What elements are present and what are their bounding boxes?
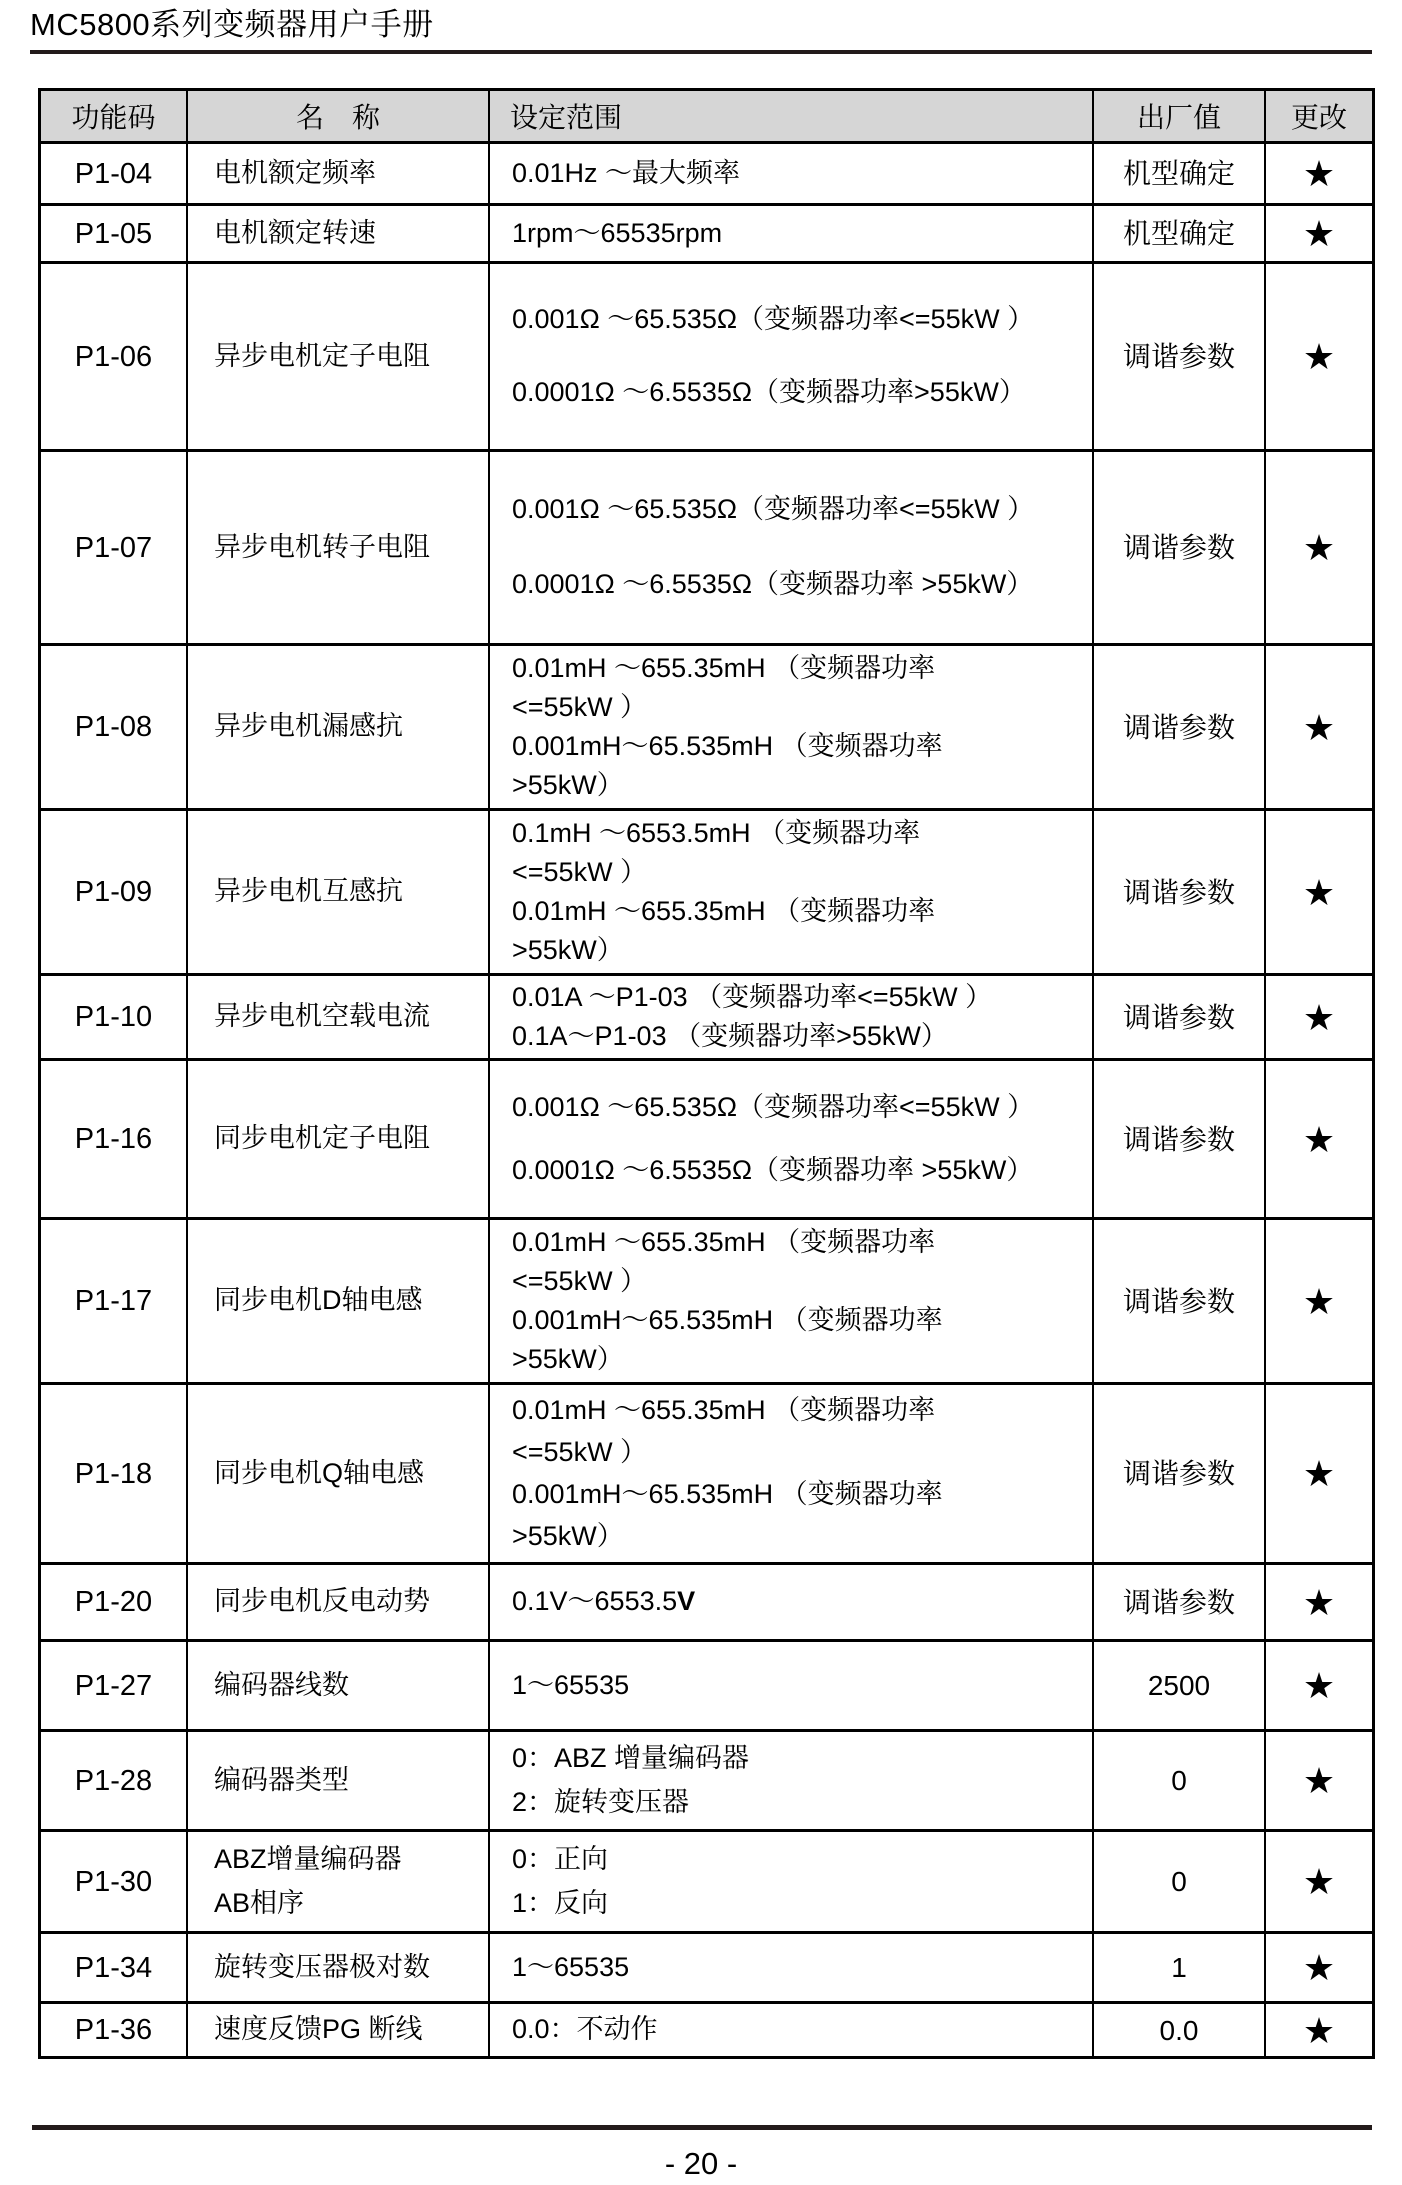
name-cell	[186, 1642, 488, 1729]
name-cell	[186, 646, 488, 808]
function-code-cell-line: P1-18	[74, 1457, 153, 1490]
setting-range-cell	[488, 1220, 1092, 1382]
name-cell-line: 异步电机漏感抗	[214, 711, 403, 742]
setting-range-cell	[488, 811, 1092, 973]
factory-default-cell-line: 调谐参数	[1122, 1123, 1235, 1155]
table-row	[41, 261, 1372, 449]
setting-range-cell-line: 0.1V～6553.5V	[512, 1586, 696, 1617]
setting-range-cell-line: 0：ABZ 增量编码器	[512, 1743, 750, 1774]
factory-default-cell	[1092, 1565, 1264, 1639]
name-cell	[186, 811, 488, 973]
table-row	[41, 1729, 1372, 1829]
parameter-table	[38, 88, 1375, 2059]
function-code-cell	[41, 976, 186, 1058]
function-code-cell	[41, 452, 186, 643]
change-star-cell	[1264, 976, 1372, 1058]
name-cell-line: 电机额定频率	[214, 157, 376, 188]
setting-range-cell	[488, 2004, 1092, 2056]
function-code-cell	[41, 646, 186, 808]
function-code-cell	[41, 264, 186, 449]
setting-range-cell-line: 1～65535	[512, 1669, 630, 1700]
name-cell-line: 同步电机反电动势	[214, 1586, 430, 1617]
change-star-cell	[1264, 206, 1372, 261]
name-cell	[186, 1385, 488, 1562]
setting-range-cell-line: <=55kW ）	[512, 1265, 648, 1296]
name-cell	[186, 1934, 488, 2001]
name-cell	[186, 1061, 488, 1217]
function-code-cell	[41, 206, 186, 261]
name-cell	[186, 1220, 488, 1382]
change-star-cell-line: ★	[1302, 1760, 1336, 1802]
column-header-change: 更改	[1264, 91, 1372, 141]
factory-default-cell	[1092, 811, 1264, 973]
factory-default-cell	[1092, 264, 1264, 449]
function-code-cell	[41, 1832, 186, 1931]
name-cell-line: 速度反馈PG 断线	[214, 2014, 423, 2045]
name-cell-line: 电机额定转速	[214, 217, 376, 248]
setting-range-cell-line: <=55kW ）	[512, 691, 648, 722]
function-code-cell-line: P1-20	[74, 1586, 153, 1619]
setting-range-cell-line: 0.001Ω ～65.535Ω（变频器功率<=55kW ）	[512, 304, 1035, 335]
function-code-cell-line: P1-10	[74, 1001, 153, 1034]
name-cell	[186, 1732, 488, 1829]
function-code-cell	[41, 1385, 186, 1562]
table-row	[41, 1562, 1372, 1639]
name-cell-line: 同步电机Q轴电感	[214, 1457, 425, 1488]
setting-range-cell	[488, 1385, 1092, 1562]
name-cell	[186, 2004, 488, 2056]
factory-default-cell	[1092, 452, 1264, 643]
function-code-cell-line: P1-17	[74, 1285, 153, 1318]
change-star-cell-line: ★	[1302, 213, 1336, 255]
column-header-name: 名 称	[186, 91, 488, 141]
setting-range-cell	[488, 264, 1092, 449]
function-code-cell-line: P1-05	[74, 217, 153, 250]
change-star-cell-line: ★	[1302, 1453, 1336, 1495]
name-cell	[186, 452, 488, 643]
function-code-cell	[41, 1061, 186, 1217]
factory-default-cell-line: 调谐参数	[1122, 876, 1235, 908]
function-code-cell-line: P1-08	[74, 711, 153, 744]
change-star-cell	[1264, 1934, 1372, 2001]
setting-range-cell-line: 0.1A～P1-03 （变频器功率>55kW）	[512, 1020, 948, 1051]
change-star-cell-line: ★	[1302, 336, 1336, 378]
change-star-cell	[1264, 1732, 1372, 1829]
factory-default-cell	[1092, 1642, 1264, 1729]
name-cell-line: 同步电机定子电阻	[214, 1123, 430, 1154]
change-star-cell-line: ★	[1302, 706, 1336, 748]
table-row	[41, 449, 1372, 643]
factory-default-cell	[1092, 206, 1264, 261]
name-cell-line: 异步电机定子电阻	[214, 340, 430, 371]
table-row	[41, 141, 1372, 203]
change-star-cell	[1264, 646, 1372, 808]
table-row	[41, 1829, 1372, 1931]
factory-default-cell	[1092, 2004, 1264, 2056]
change-star-cell	[1264, 811, 1372, 973]
function-code-cell-line: P1-16	[74, 1123, 153, 1156]
factory-default-cell-line: 0	[1171, 1765, 1187, 1797]
factory-default-cell-line: 机型确定	[1122, 218, 1235, 250]
table-row	[41, 808, 1372, 973]
factory-default-cell	[1092, 646, 1264, 808]
setting-range-cell-line: 0.01mH ～655.35mH （变频器功率	[512, 1226, 936, 1257]
setting-range-cell-line: >55kW）	[512, 1521, 624, 1551]
change-star-cell	[1264, 1832, 1372, 1931]
setting-range-cell-line: 1～65535	[512, 1951, 630, 1982]
table-row	[41, 643, 1372, 808]
name-cell	[186, 264, 488, 449]
change-star-cell-line: ★	[1302, 527, 1336, 569]
setting-range-cell-line: <=55kW ）	[512, 1436, 648, 1467]
factory-default-cell-line: 0.0	[1159, 2014, 1199, 2046]
setting-range-cell-line: 0.01Hz ～最大频率	[512, 157, 741, 188]
change-star-cell	[1264, 264, 1372, 449]
change-star-cell-line: ★	[1302, 2009, 1336, 2051]
change-star-cell	[1264, 1220, 1372, 1382]
function-code-cell	[41, 1220, 186, 1382]
function-code-cell	[41, 2004, 186, 2056]
function-code-cell-line: P1-07	[74, 531, 153, 564]
function-code-cell-line: P1-30	[74, 1865, 153, 1898]
name-cell	[186, 976, 488, 1058]
change-star-cell	[1264, 2004, 1372, 2056]
setting-range-cell-line: 0.01mH ～655.35mH （变频器功率	[512, 1394, 936, 1425]
factory-default-cell	[1092, 1732, 1264, 1829]
setting-range-cell-line: >55kW）	[512, 935, 624, 965]
change-star-cell-line: ★	[1302, 1861, 1336, 1903]
setting-range-cell-line: 0.0001Ω ～6.5535Ω（变频器功率 >55kW）	[512, 1154, 1034, 1185]
factory-default-cell-line: 机型确定	[1122, 158, 1235, 190]
function-code-cell-line: P1-06	[74, 340, 153, 373]
factory-default-cell	[1092, 1934, 1264, 2001]
setting-range-cell	[488, 144, 1092, 203]
factory-default-cell-line: 调谐参数	[1122, 532, 1235, 564]
setting-range-cell-line: 0.01A ～P1-03 （变频器功率<=55kW ）	[512, 982, 993, 1013]
name-cell-line: ABZ增量编码器	[214, 1843, 402, 1874]
factory-default-cell-line: 2500	[1147, 1670, 1211, 1702]
change-star-cell-line: ★	[1302, 1280, 1336, 1322]
page-number: - 20 -	[664, 2146, 738, 2182]
setting-range-cell-line: 1：反向	[512, 1887, 609, 1918]
factory-default-cell-line: 调谐参数	[1122, 341, 1235, 373]
setting-range-cell	[488, 206, 1092, 261]
setting-range-cell-line: 0.01mH ～655.35mH （变频器功率	[512, 652, 936, 683]
setting-range-cell-line: 0.0001Ω ～6.5535Ω（变频器功率>55kW）	[512, 377, 1026, 408]
setting-range-cell-line: 0.0：不动作	[512, 2014, 658, 2045]
factory-default-cell-line: 调谐参数	[1122, 1458, 1235, 1490]
change-star-cell	[1264, 452, 1372, 643]
function-code-cell-line: P1-04	[74, 157, 153, 190]
setting-range-cell-line: 0.0001Ω ～6.5535Ω（变频器功率 >55kW）	[512, 569, 1034, 600]
setting-range-cell-line: 0.001mH～65.535mH （变频器功率	[512, 730, 943, 761]
factory-default-cell	[1092, 1385, 1264, 1562]
factory-default-cell-line: 调谐参数	[1122, 1001, 1235, 1033]
document-title: MC5800系列变频器用户手册	[30, 7, 434, 42]
factory-default-cell	[1092, 144, 1264, 203]
setting-range-cell	[488, 1934, 1092, 2001]
factory-default-cell-line: 0	[1171, 1866, 1187, 1898]
name-cell-line: AB相序	[214, 1887, 305, 1918]
change-star-cell	[1264, 1061, 1372, 1217]
name-cell-line: 旋转变压器极对数	[214, 1951, 430, 1982]
setting-range-cell-line: >55kW）	[512, 770, 624, 800]
name-cell	[186, 144, 488, 203]
setting-range-cell-line: 0.001Ω ～65.535Ω（变频器功率<=55kW ）	[512, 1091, 1035, 1122]
function-code-cell-line: P1-36	[74, 2014, 153, 2047]
change-star-cell-line: ★	[1302, 1665, 1336, 1707]
name-cell-line: 异步电机转子电阻	[214, 531, 430, 562]
name-cell-line: 异步电机空载电流	[214, 1001, 430, 1032]
change-star-cell	[1264, 144, 1372, 203]
change-star-cell-line: ★	[1302, 1947, 1336, 1989]
table-row	[41, 203, 1372, 261]
setting-range-cell	[488, 1732, 1092, 1829]
name-cell	[186, 1565, 488, 1639]
setting-range-cell-line: >55kW）	[512, 1344, 624, 1374]
name-cell	[186, 206, 488, 261]
table-row	[41, 2001, 1372, 2056]
setting-range-cell-line: 0.01mH ～655.35mH （变频器功率	[512, 895, 936, 926]
column-header-factory-default: 出厂值	[1092, 91, 1264, 141]
change-star-cell	[1264, 1642, 1372, 1729]
setting-range-cell-line: 2：旋转变压器	[512, 1786, 690, 1817]
change-star-cell-line: ★	[1302, 1581, 1336, 1623]
table-row	[41, 1217, 1372, 1382]
setting-range-cell	[488, 1565, 1092, 1639]
setting-range-cell	[488, 1642, 1092, 1729]
table-row	[41, 1931, 1372, 2001]
name-cell-line: 编码器类型	[214, 1764, 349, 1795]
name-cell-line: 同步电机D轴电感	[214, 1285, 423, 1316]
function-code-cell	[41, 144, 186, 203]
table-row	[41, 1058, 1372, 1217]
setting-range-cell-line: <=55kW ）	[512, 856, 648, 887]
table-row	[41, 973, 1372, 1058]
name-cell	[186, 1832, 488, 1931]
column-header-function-code: 功能码	[71, 102, 156, 134]
footer-rule	[32, 2125, 1372, 2130]
name-cell-line: 编码器线数	[214, 1669, 349, 1700]
function-code-cell-line: P1-27	[74, 1669, 153, 1702]
table-row	[41, 1382, 1372, 1562]
setting-range-cell-line: 0.001mH～65.535mH （变频器功率	[512, 1304, 943, 1335]
change-star-cell-line: ★	[1302, 1118, 1336, 1160]
title-rule	[30, 50, 1372, 54]
setting-range-cell-line: 0：正向	[512, 1843, 609, 1874]
function-code-cell	[41, 1642, 186, 1729]
factory-default-cell-line: 调谐参数	[1122, 1586, 1235, 1618]
function-code-cell-line: P1-34	[74, 1951, 153, 1984]
function-code-cell	[41, 1934, 186, 2001]
function-code-cell-line: P1-28	[74, 1764, 153, 1797]
change-star-cell-line: ★	[1302, 153, 1336, 195]
column-header-setting-range: 设定范围	[488, 91, 1092, 141]
setting-range-cell	[488, 1061, 1092, 1217]
factory-default-cell-line: 1	[1171, 1952, 1187, 1984]
factory-default-cell	[1092, 1220, 1264, 1382]
setting-range-cell	[488, 646, 1092, 808]
change-star-cell-line: ★	[1302, 871, 1336, 913]
setting-range-cell	[488, 1832, 1092, 1931]
factory-default-cell	[1092, 976, 1264, 1058]
factory-default-cell	[1092, 1832, 1264, 1931]
setting-range-cell-line: 0.001mH～65.535mH （变频器功率	[512, 1478, 943, 1509]
setting-range-cell-line: 0.1mH ～6553.5mH （变频器功率	[512, 817, 921, 848]
setting-range-cell	[488, 452, 1092, 643]
change-star-cell	[1264, 1385, 1372, 1562]
setting-range-cell	[488, 976, 1092, 1058]
factory-default-cell-line: 调谐参数	[1122, 711, 1235, 743]
factory-default-cell-line: 调谐参数	[1122, 1285, 1235, 1317]
function-code-cell	[41, 1565, 186, 1639]
change-star-cell-line: ★	[1302, 996, 1336, 1038]
function-code-cell	[41, 811, 186, 973]
change-star-cell	[1264, 1565, 1372, 1639]
table-header-row	[41, 91, 1372, 141]
table-row	[41, 1639, 1372, 1729]
function-code-cell	[41, 1732, 186, 1829]
name-cell-line: 异步电机互感抗	[214, 876, 403, 907]
function-code-cell-line: P1-09	[74, 876, 153, 909]
factory-default-cell	[1092, 1061, 1264, 1217]
setting-range-cell-line: 0.001Ω ～65.535Ω（变频器功率<=55kW ）	[512, 494, 1035, 525]
setting-range-cell-line: 1rpm～65535rpm	[512, 217, 723, 248]
